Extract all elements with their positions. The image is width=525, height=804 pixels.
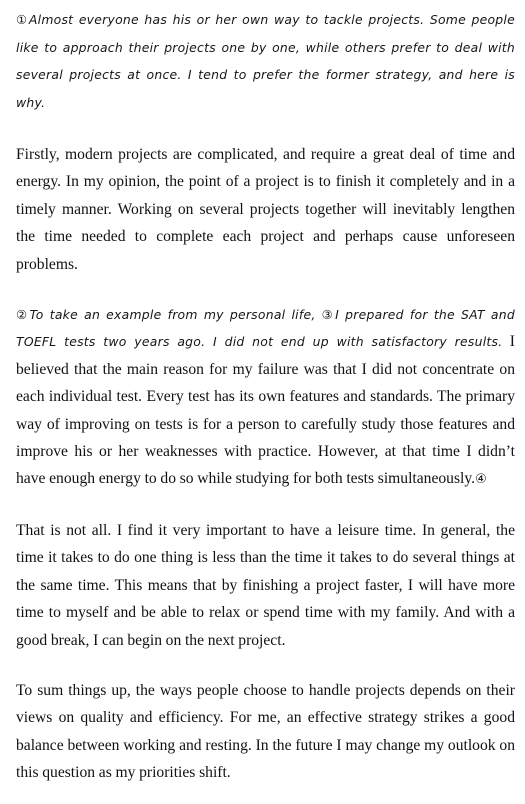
body-paragraph-1: Firstly, modern projects are complicated, and require a great deal of time and energy. In my opinion, the point of a project is to finish it completely and in a timely manner. Working on several projects together will inevitably lengthen the time needed to complete each project and perhaps cause unforeseen problems. <box>16 146 515 273</box>
conclusion-paragraph: To sum things up, the ways people choose to handle projects depends on their views on quality and efficiency. For me, an effective strategy strikes a good balance between working and resting. In the future I may change my outlook on this question as my priorities shift. <box>16 681 515 782</box>
handwritten-example-detail: ③I prepared for the SAT and TOEFL tests two years ago. I did not end up with satisfactory results. <box>16 307 515 350</box>
body-paragraph-2 <box>16 301 515 494</box>
handwritten-example-intro: ②To take an example from my personal life, <box>16 307 322 323</box>
handwritten-intro: ①Almost everyone has his or her own way to tackle projects. Some people like to approach their projects one by one, while others prefer to deal with several projects at once. I tend to prefer the former strategy, and here is why. <box>16 12 515 110</box>
intro-paragraph <box>16 6 515 116</box>
body-paragraph-2-text: I believed that the main reason for my failure was that I did not concentrate on each individual test. Every test has its own features and standards. The primary way of improving on tests is for a person to carefully study those features and improve his or her weaknesses with practice. However, at that time I didn’t have enough energy to do so while studying for both tests simultaneously. <box>16 333 515 488</box>
body-paragraph-3: That is not all. I find it very important to have a leisure time. In general, the time it takes to do one thing is less than the time it takes to do several things at the same time. This means that by finishing a project faster, I will have more time to myself and be able to relax or spend time with my family. And with a good break, I can begin on the next project. <box>16 521 515 649</box>
end-marker: ④ <box>475 472 487 488</box>
